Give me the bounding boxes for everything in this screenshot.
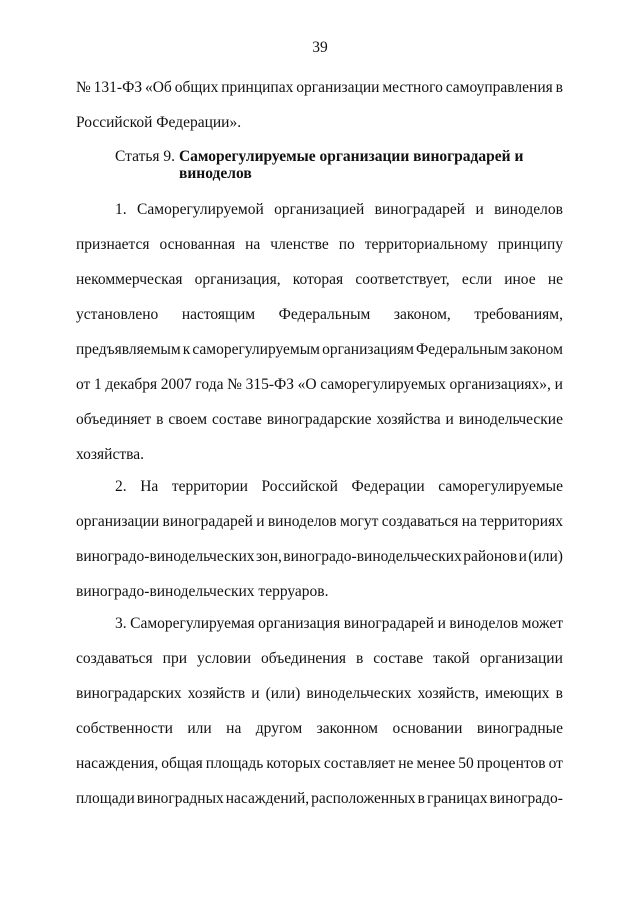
word: виноделов: [494, 201, 563, 218]
word: организациях»,: [449, 376, 551, 393]
word: самоуправления: [445, 79, 553, 96]
word: создаваться: [381, 513, 459, 530]
word: условии: [196, 650, 251, 667]
word: на: [245, 236, 261, 253]
word: на: [461, 513, 477, 530]
word: имеющих: [485, 685, 550, 702]
word: составе: [212, 411, 262, 428]
word: и: [518, 548, 527, 565]
word: виноградо-: [489, 790, 563, 807]
word: на: [226, 720, 242, 737]
word: организации: [76, 513, 160, 530]
word: виноградо-винодельческих: [76, 548, 255, 565]
word: в: [156, 411, 164, 428]
word: и: [256, 513, 265, 530]
word: объединения: [260, 650, 346, 667]
word: организацией: [274, 201, 365, 218]
word: принципах: [221, 79, 294, 96]
word: общих: [174, 79, 219, 96]
word: или: [187, 720, 212, 737]
word: Федеральным: [278, 306, 371, 323]
word: виноградные: [476, 720, 563, 737]
word: от: [548, 755, 563, 772]
word: Федеральным: [416, 341, 508, 358]
word: 1.: [115, 201, 127, 218]
word: территориях: [480, 513, 563, 530]
word: виноградных: [136, 790, 224, 807]
paragraph-2-line-4: виноградо-винодельческих терруаров.: [76, 583, 329, 600]
word: к: [182, 341, 191, 358]
paragraph-2-line-2: [76, 512, 563, 532]
text-line-1: [76, 78, 563, 98]
word: настоящим: [181, 306, 256, 323]
word: декабря: [105, 376, 158, 393]
word: 50: [458, 755, 474, 772]
word: не: [398, 755, 414, 772]
word: другом: [255, 720, 303, 737]
word: которых: [266, 755, 321, 772]
word: саморегулируемые: [438, 478, 563, 495]
word: законом,: [393, 306, 451, 323]
word: и: [445, 411, 454, 428]
word: соответствует,: [355, 271, 450, 288]
word: законом: [509, 341, 563, 358]
word: организация: [258, 615, 341, 632]
word: (или): [265, 685, 301, 702]
word: составе: [373, 650, 424, 667]
word: в: [555, 79, 563, 96]
word: организациям: [322, 341, 414, 358]
word: хозяйств,: [417, 685, 479, 702]
paragraph-3-line-3: [76, 684, 563, 704]
word: объединяет: [76, 411, 152, 428]
word: года: [195, 376, 224, 393]
word: районов: [463, 548, 518, 565]
paragraph-3-line-5: [76, 754, 563, 774]
word: основании: [392, 720, 463, 737]
word: зон,: [255, 548, 282, 565]
word: расположенных: [311, 790, 416, 807]
word: по: [338, 236, 355, 253]
text-line-2: Российской Федерации».: [76, 114, 242, 131]
word: площадь: [205, 755, 264, 772]
word: Саморегулируемой: [137, 201, 264, 218]
article-title-line1: Саморегулируемые организации виноградарей и: [178, 148, 524, 165]
word: принципу: [497, 236, 563, 253]
word: На: [140, 478, 159, 495]
paragraph-1-line-6: [76, 375, 563, 395]
word: в: [417, 790, 425, 807]
word: такой: [433, 650, 470, 667]
word: виноградо-винодельческих: [283, 548, 462, 565]
word: 2.: [115, 478, 127, 495]
word: хозяйства: [376, 411, 441, 428]
word: 3.: [115, 615, 127, 632]
word: винодельческие: [458, 411, 563, 428]
word: «Об: [144, 79, 172, 96]
word: винодельческих: [306, 685, 412, 702]
word: саморегулируемым: [192, 341, 320, 358]
paragraph-1-line-8: хозяйства.: [76, 446, 144, 463]
word: (или): [528, 548, 563, 565]
word: организации: [296, 79, 380, 96]
word: некоммерческая: [76, 271, 183, 288]
word: иное: [504, 271, 536, 288]
article-heading: [115, 148, 535, 165]
word: если: [461, 271, 493, 288]
word: №: [76, 79, 91, 96]
word: организация,: [194, 271, 281, 288]
word: виноделов: [267, 513, 337, 530]
word: саморегулируемых: [320, 376, 446, 393]
word: процентов: [476, 755, 546, 772]
paragraph-3-line-6: [76, 789, 563, 809]
word: при: [162, 650, 187, 667]
word: от: [76, 376, 91, 393]
word: признается: [76, 236, 150, 253]
word: 1: [93, 376, 102, 393]
word: виноградарских: [76, 685, 182, 702]
word: территории: [171, 478, 248, 495]
word: Саморегулируемая: [130, 615, 255, 632]
word: основанная: [159, 236, 236, 253]
word: хозяйств: [187, 685, 246, 702]
paragraph-1-line-4: [76, 305, 563, 325]
word: виноградарей: [343, 615, 435, 632]
word: №: [227, 376, 242, 393]
word: 131-ФЗ: [93, 79, 143, 96]
paragraph-3-line-4: [76, 719, 563, 739]
word: виноградарские: [266, 411, 372, 428]
word: требованиям,: [474, 306, 563, 323]
article-title-line2: виноделов: [179, 165, 252, 182]
paragraph-2-line-1: [115, 477, 563, 497]
word: и: [475, 201, 484, 218]
paragraph-1-line-1: [115, 200, 563, 220]
word: Федерации: [351, 478, 425, 495]
word: виноделов: [449, 615, 519, 632]
paragraph-1-line-2: [76, 235, 563, 255]
word: установлено: [76, 306, 159, 323]
word: которая: [292, 271, 344, 288]
paragraph-3-line-1: [115, 614, 563, 634]
word: границах: [426, 790, 488, 807]
word: не: [547, 271, 563, 288]
word: территориальному: [364, 236, 488, 253]
word: организации: [479, 650, 563, 667]
word: и: [437, 615, 446, 632]
word: в: [555, 685, 563, 702]
word: «О: [297, 376, 317, 393]
word: предъявляемым: [76, 341, 181, 358]
word: насаждений,: [225, 790, 310, 807]
word: членстве: [270, 236, 329, 253]
word: и: [554, 376, 563, 393]
word: 315-ФЗ: [245, 376, 295, 393]
paragraph-1-line-7: [76, 410, 563, 430]
word: в: [355, 650, 364, 667]
paragraph-1-line-3: [76, 270, 563, 290]
word: виноградарей: [374, 201, 466, 218]
word: законном: [316, 720, 378, 737]
word: площади: [76, 790, 135, 807]
word: могут: [339, 513, 379, 530]
word: менее: [416, 755, 456, 772]
page-number: 39: [312, 39, 328, 56]
paragraph-1-line-5: [76, 340, 563, 360]
word: и: [251, 685, 260, 702]
word: может: [521, 615, 563, 632]
word: 2007: [160, 376, 192, 393]
word: Российской: [261, 478, 338, 495]
word: местного: [382, 79, 443, 96]
article-label: Статья 9.: [115, 148, 176, 165]
paragraph-3-line-2: [76, 649, 563, 669]
word: насаждения,: [76, 755, 159, 772]
word: своем: [168, 411, 208, 428]
word: виноградарей: [162, 513, 253, 530]
paragraph-2-line-3: [76, 547, 563, 567]
word: создаваться: [76, 650, 153, 667]
word: составляет: [323, 755, 396, 772]
word: собственности: [76, 720, 173, 737]
word: общая: [161, 755, 203, 772]
